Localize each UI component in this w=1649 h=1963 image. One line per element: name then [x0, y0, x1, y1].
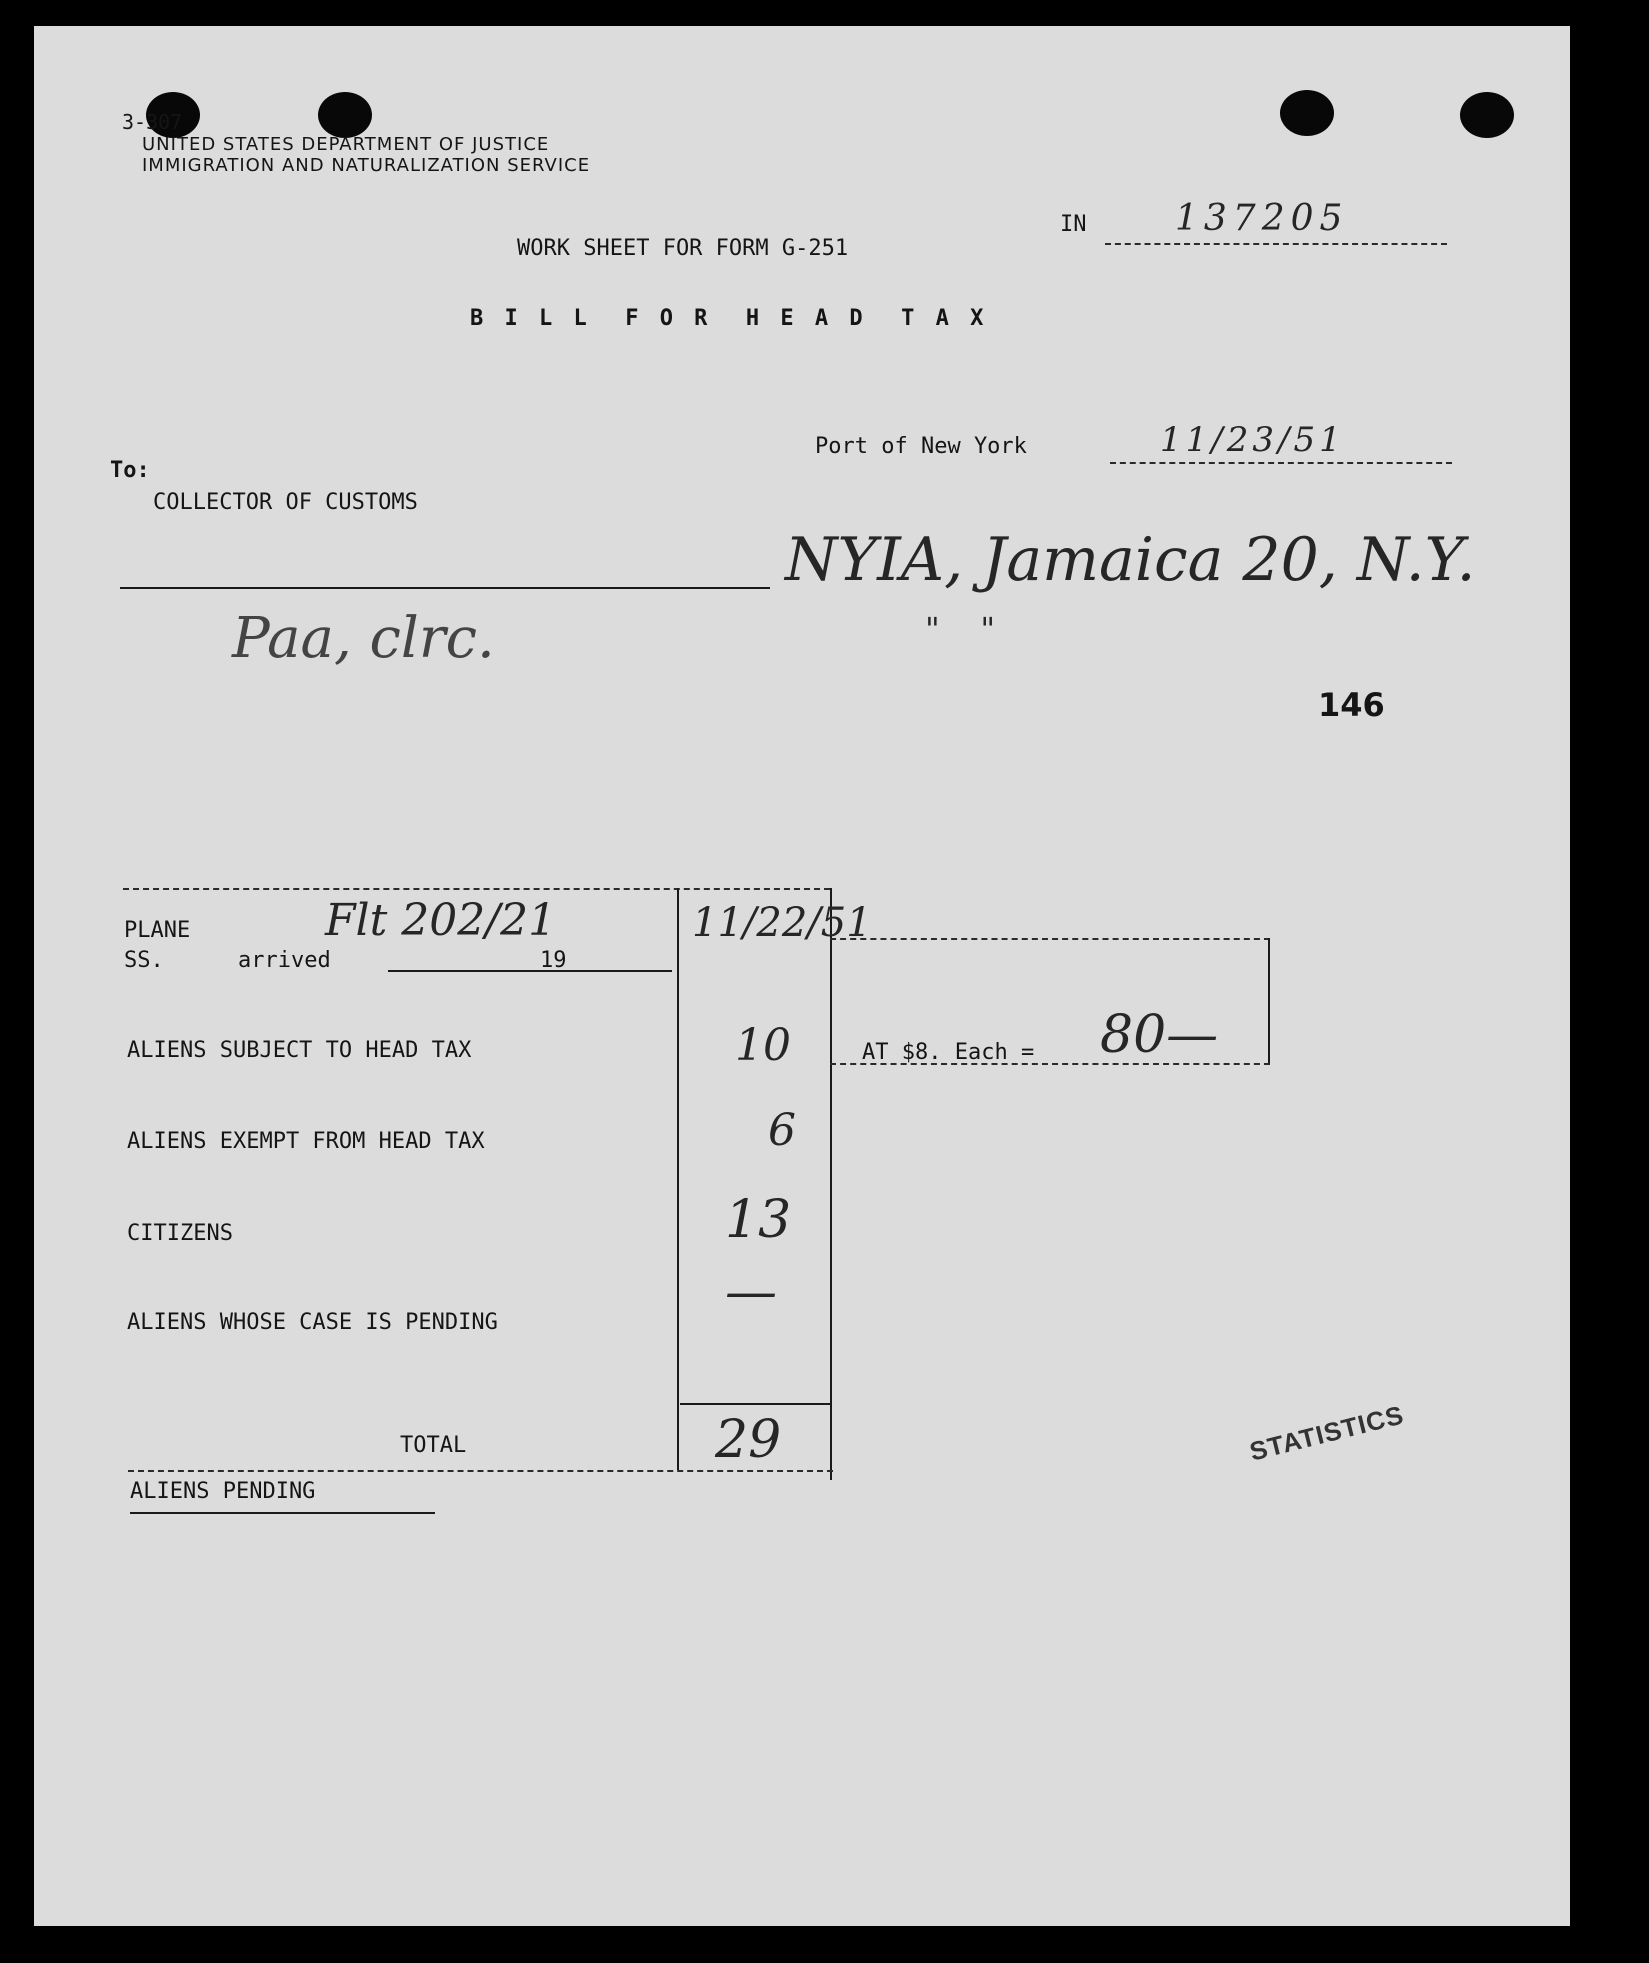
handwritten-airline: Paa, clrc. [232, 606, 495, 671]
form-code: 3-307 [122, 110, 183, 134]
arrived-label: arrived [238, 948, 331, 973]
plane-label: PLANE [124, 918, 191, 943]
bill-title: B I L L F O R H E A D T A X [470, 306, 988, 331]
service-name: IMMIGRATION AND NATURALIZATION SERVICE [142, 155, 591, 176]
row-value-subject: 10 [735, 1020, 791, 1071]
flight-number: Flt 202/21 [325, 895, 557, 946]
in-number: 137205 [1175, 198, 1349, 239]
in-number-line [1105, 243, 1447, 245]
arrived-line [388, 970, 672, 972]
port-label: Port of New York [815, 434, 1027, 459]
row-label-exempt: ALIENS EXEMPT FROM HEAD TAX [127, 1129, 485, 1154]
department-name: UNITED STATES DEPARTMENT OF JUSTICE [142, 134, 550, 155]
statistics-stamp: STATISTICS [1246, 1399, 1407, 1467]
worksheet-title: WORK SHEET FOR FORM G-251 [517, 236, 849, 261]
row-value-citizens: 13 [725, 1190, 792, 1250]
handwritten-ditto: " " [925, 610, 996, 648]
handwritten-location: NYIA, Jamaica 20, N.Y. [785, 525, 1476, 595]
row-value-exempt: 6 [768, 1105, 796, 1156]
table-top-line [123, 888, 830, 890]
port-date: 11/23/51 [1160, 420, 1345, 460]
address-line [120, 587, 770, 589]
table-divider-left [677, 888, 679, 1470]
punch-hole [1460, 92, 1514, 138]
table-bottom-line [128, 1470, 833, 1472]
total-label: TOTAL [400, 1433, 467, 1458]
rate-box-right [1268, 938, 1270, 1064]
row-label-subject: ALIENS SUBJECT TO HEAD TAX [127, 1038, 472, 1063]
rate-box-top [830, 938, 1270, 940]
port-date-line [1110, 462, 1452, 464]
table-divider-right [830, 888, 832, 1480]
to-label: To: [110, 458, 150, 483]
total-value: 29 [715, 1410, 782, 1470]
arrival-date: 11/22/51 [692, 900, 872, 946]
year-prefix: 19 [540, 948, 567, 973]
rate-amount: 80— [1100, 1005, 1219, 1065]
rate-label: AT $8. Each = [862, 1040, 1035, 1065]
punch-hole [318, 92, 372, 138]
row-label-citizens: CITIZENS [127, 1221, 233, 1246]
punch-hole [1280, 90, 1334, 136]
in-label: IN [1060, 212, 1087, 237]
aliens-pending-line [130, 1512, 435, 1514]
page-number: 146 [1318, 686, 1385, 724]
row-value-pending: — [725, 1262, 777, 1322]
collector-label: COLLECTOR OF CUSTOMS [153, 490, 418, 515]
ss-label: SS. [124, 948, 164, 973]
total-line [680, 1403, 830, 1405]
row-label-pending: ALIENS WHOSE CASE IS PENDING [127, 1310, 498, 1335]
aliens-pending-label: ALIENS PENDING [130, 1479, 316, 1504]
